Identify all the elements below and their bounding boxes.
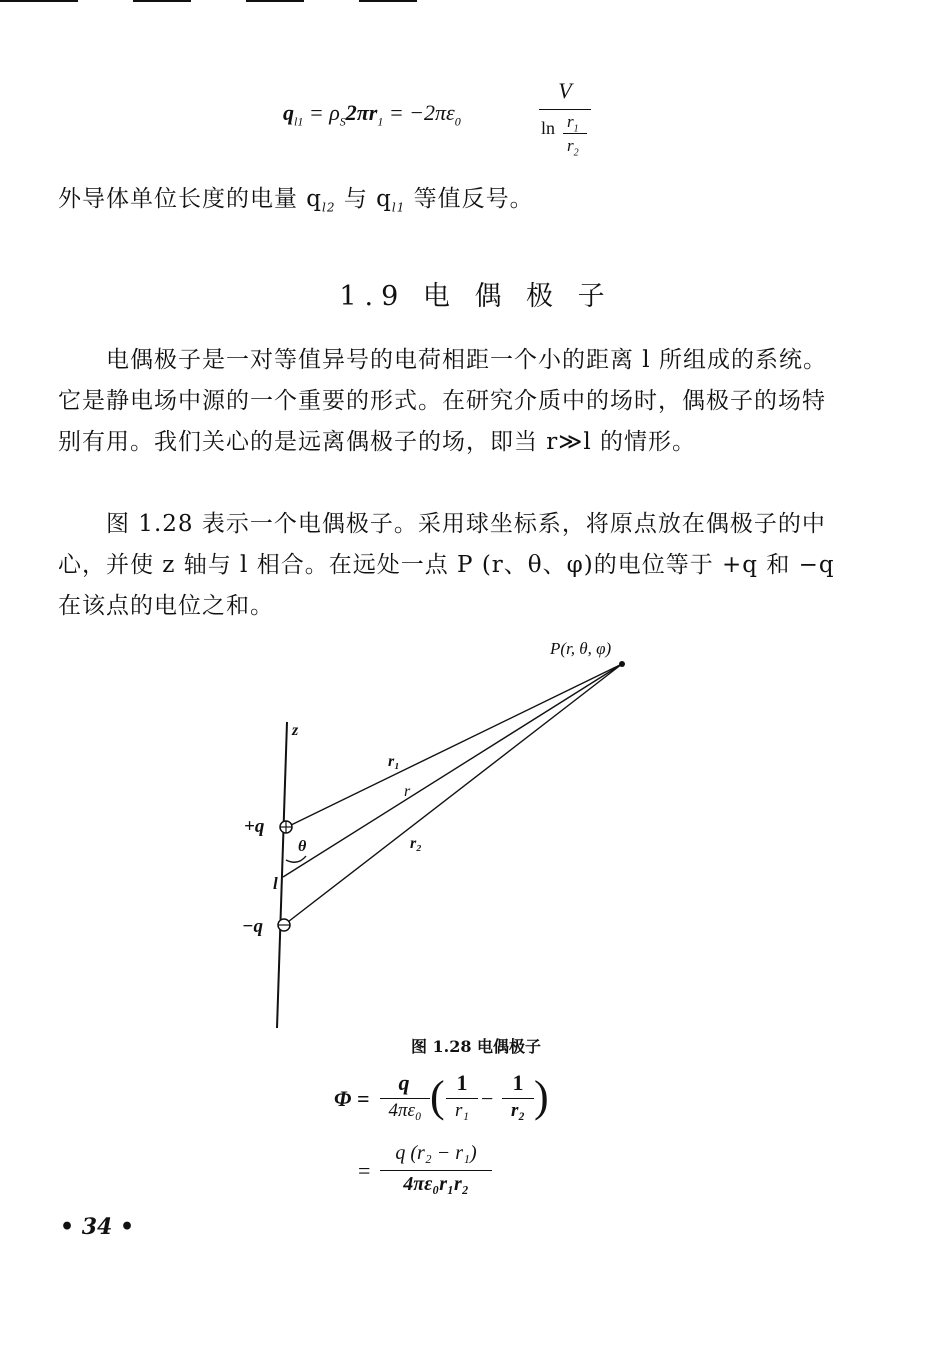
figure-caption: 图 1.28 电偶极子 [410, 1037, 542, 1056]
paragraph-1: 电偶极子是一对等值异号的电荷相距一个小的距离 l 所组成的系统。它是静电场中源的一个重要的形式。在研究介质中的场时，偶极子的场特别有用。我们关心的是远离偶极子的场，即当 r≫l 的情形。 [58, 347, 827, 455]
line-r [283, 664, 622, 877]
r-label: r [404, 783, 411, 800]
theta-label: θ [298, 838, 307, 855]
plus-q-label: +q [244, 816, 265, 837]
point-p-label: P(r, θ, φ) [550, 639, 612, 658]
text-line-after-formula: 外导体单位长度的电量 $q_{l2}$ 与 $q_{l1}$ 等值反号。 [58, 186, 534, 215]
paragraph-2: 图 1.28 表示一个电偶极子。采用球坐标系，将原点放在偶极子的中心，并使 z 轴与 l 相合。在远处一点 P (r、θ、φ)的电位等于 +q 和 −q 在该点的电位之和。 [58, 511, 835, 619]
r1-label: r₁ [388, 753, 400, 770]
section-title: 1.9 电 偶 极 子 [339, 281, 613, 312]
line-r2 [284, 664, 622, 925]
formula-top-numerator: V [558, 78, 572, 103]
page-number: • 34 • [60, 1214, 135, 1240]
z-label: z [292, 722, 299, 739]
line-r1 [287, 664, 622, 827]
theta-arc [286, 856, 306, 862]
l-label: l [273, 874, 278, 893]
minus-q-label: −q [242, 916, 264, 937]
r2-label: r₂ [410, 835, 422, 852]
point-p [619, 661, 625, 667]
